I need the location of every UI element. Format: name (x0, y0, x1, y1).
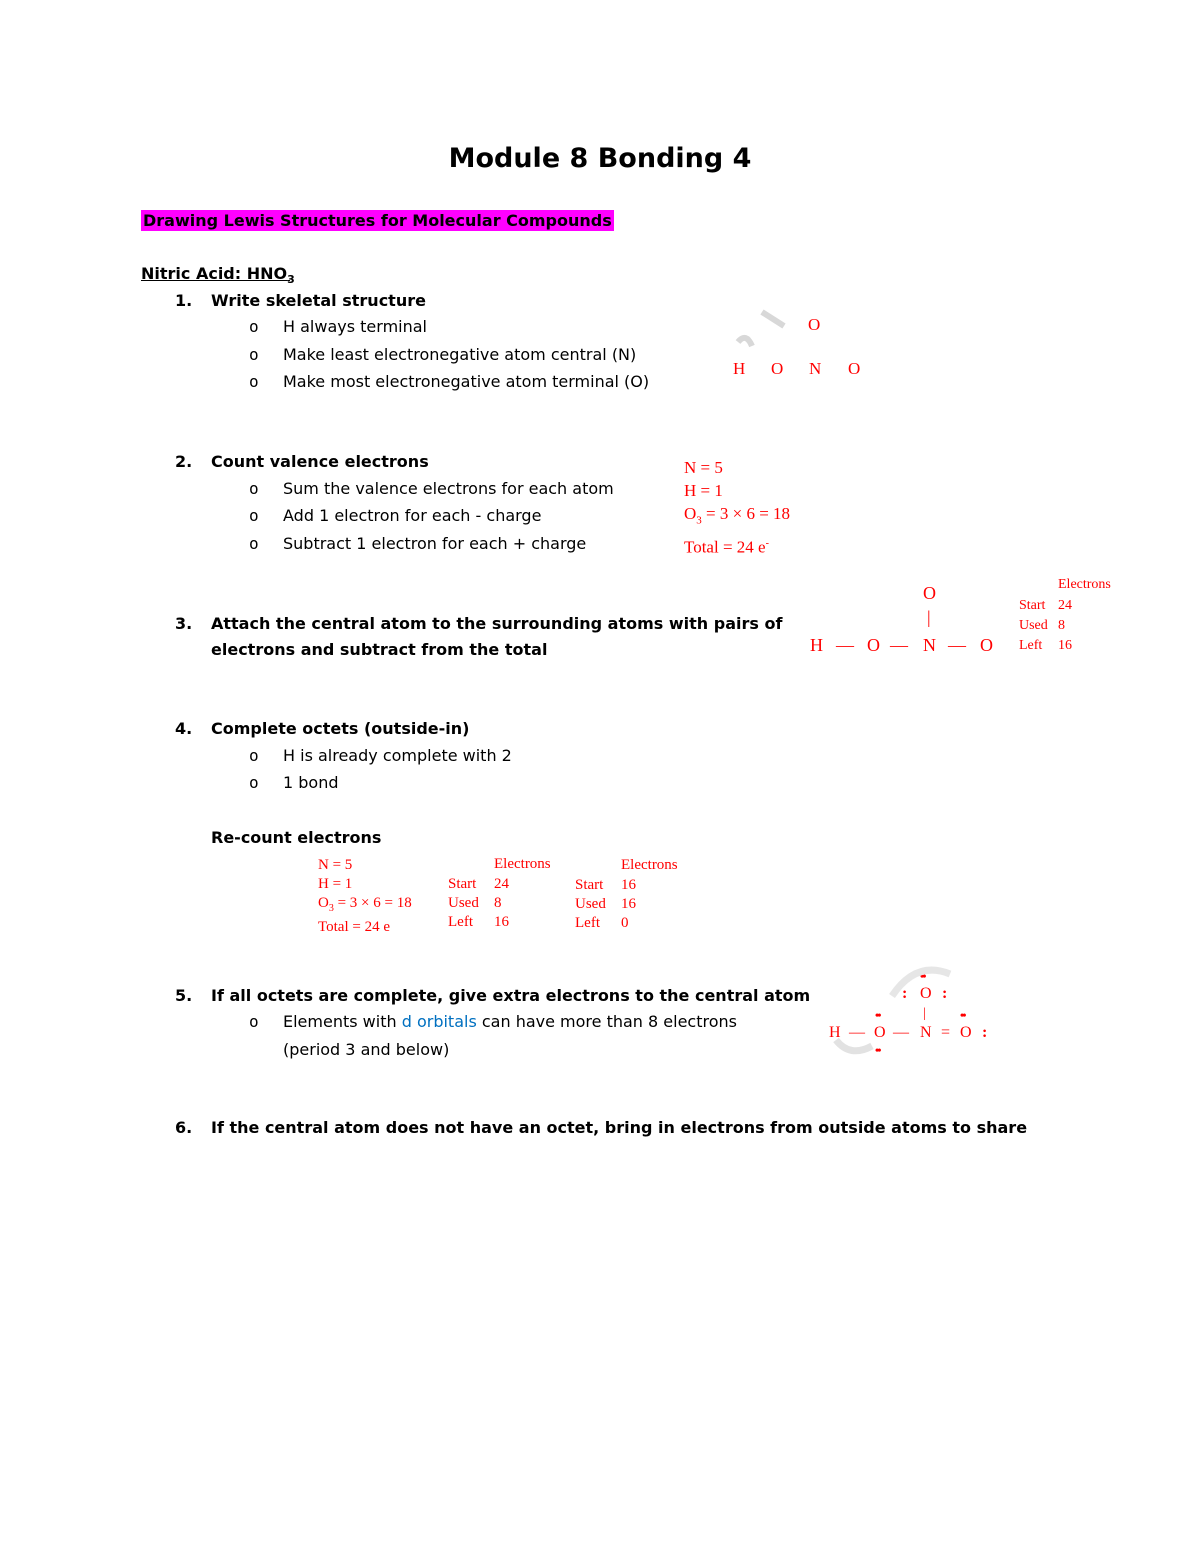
lone-pair: : (982, 1024, 988, 1041)
tally-label: Left (575, 915, 600, 931)
tally3-header: Electrons (1058, 577, 1111, 592)
tally-label: Left (448, 914, 473, 930)
tally-label: Used (575, 896, 606, 912)
watermark-stroke (738, 338, 752, 346)
count-o3-value: = 3 × 6 = 18 (701, 504, 791, 523)
bonded-dash-1: — (836, 635, 854, 655)
step-number: 1. (175, 291, 193, 310)
watermark-stroke (762, 312, 784, 326)
final-n: N (920, 1024, 932, 1041)
bonded-n: N (923, 635, 936, 655)
step-number: 5. (175, 986, 193, 1005)
recount-total: Total = 24 e (318, 919, 390, 935)
count-h: H = 1 (684, 481, 723, 500)
tally-label: Used (448, 895, 479, 911)
lone-pair: •• (875, 1043, 880, 1057)
step-text: Count valence electrons (211, 452, 429, 471)
bullet-marker: o (249, 345, 259, 364)
bonded-o1: O (867, 635, 880, 655)
recount-n: N = 5 (318, 857, 353, 873)
bullet-marker: o (249, 372, 259, 391)
tally-value: 24 (494, 876, 509, 892)
bullet-text-pre: Elements with (283, 1012, 402, 1031)
step-number: 3. (175, 614, 193, 633)
tally-value: 24 (1058, 598, 1072, 613)
bullet-text: Add 1 electron for each - charge (283, 506, 542, 525)
step-text-line2: electrons and subtract from the total (211, 640, 548, 659)
final-o2: O (960, 1024, 972, 1041)
count-total-text: Total = 24 e (684, 538, 766, 558)
step-text: Complete octets (outside-in) (211, 719, 470, 738)
bullet-marker: o (249, 746, 259, 765)
bullet-text: H is already complete with 2 (283, 746, 512, 765)
recount-label: Re-count electrons (211, 828, 382, 847)
final-double-bond: = (941, 1024, 951, 1041)
tally-value: 8 (1058, 618, 1065, 633)
step-text-line1: Attach the central atom to the surrounding atoms with pairs of (211, 614, 783, 633)
bullet-marker: o (249, 479, 259, 498)
bullet-marker: o (249, 317, 259, 336)
tally-label: Left (1019, 638, 1043, 653)
bullet-marker: o (249, 534, 259, 553)
bullet-text: Sum the valence electrons for each atom (283, 479, 614, 498)
watermark-stroke (836, 1040, 872, 1051)
tally-label: Used (1019, 618, 1048, 633)
skeleton-n: N (809, 359, 822, 378)
skeleton-o1: O (771, 359, 784, 378)
bonded-o2: O (980, 635, 993, 655)
tally-value: 16 (494, 914, 509, 930)
section-heading: Drawing Lewis Structures for Molecular Compounds (143, 211, 612, 230)
bullet-text-post: can have more than 8 electrons (476, 1012, 737, 1031)
tally-label: Start (448, 876, 477, 892)
bullet-text: Make least electronegative atom central (N) (283, 345, 637, 364)
bonded-vbar: | (927, 607, 931, 627)
bullet-highlight: d orbitals (401, 1012, 477, 1031)
subheading-text: Nitric Acid: HNO (141, 264, 288, 283)
bullet-continuation: (period 3 and below) (283, 1040, 450, 1059)
final-vbar: | (923, 1006, 926, 1021)
final-dash-1: — (849, 1024, 865, 1041)
final-o1: O (874, 1024, 886, 1041)
bullet-text: Subtract 1 electron for each + charge (283, 534, 587, 553)
lone-pair: : (902, 985, 908, 1002)
recount-o3-value: = 3 × 6 = 18 (333, 895, 412, 911)
bullet-marker: o (249, 773, 259, 792)
count-n: N = 5 (684, 458, 723, 477)
bullet-marker: o (249, 1012, 259, 1031)
page-title: Module 8 Bonding 4 (448, 143, 752, 174)
recount-h: H = 1 (318, 876, 353, 892)
step-number: 4. (175, 719, 193, 738)
skeleton-h: H (733, 359, 746, 378)
tally-a-header: Electrons (494, 856, 551, 872)
bonded-h: H (810, 635, 823, 655)
tally-label: Start (575, 877, 604, 893)
final-o-top: O (920, 985, 932, 1002)
lone-pair: •• (960, 1008, 965, 1022)
step-text: If all octets are complete, give extra electrons to the central atom (211, 986, 811, 1005)
bullet-text: Make most electronegative atom terminal (O) (283, 372, 650, 391)
step-text: Write skeletal structure (211, 291, 426, 310)
step-number: 2. (175, 452, 193, 471)
skeleton-o2: O (848, 359, 861, 378)
count-o3-symbol: O (684, 504, 697, 523)
step-number: 6. (175, 1118, 193, 1137)
subheading-subscript: 3 (287, 273, 295, 287)
bonded-o-top: O (923, 583, 936, 603)
tally-value: 16 (621, 896, 636, 912)
count-total-sup: - (765, 538, 769, 550)
recount-o3-sub: 3 (328, 903, 334, 914)
bonded-dash-3: — (948, 635, 966, 655)
skeleton-o-top: O (808, 315, 821, 334)
lone-pair: : (942, 985, 948, 1002)
step-text: If the central atom does not have an octet, bring in electrons from outside atoms to share (211, 1118, 1028, 1137)
recount-o3-symbol: O (318, 895, 329, 911)
final-dash-2: — (893, 1024, 909, 1041)
watermark-stroke (892, 970, 950, 996)
count-o3-sub: 3 (696, 514, 702, 527)
lone-pair: •• (875, 1008, 880, 1022)
bullet-text: H always terminal (283, 317, 427, 336)
tally-b-header: Electrons (621, 857, 678, 873)
final-h: H (829, 1024, 841, 1041)
lone-pair: •• (920, 969, 925, 983)
bonded-dash-2: — (890, 635, 908, 655)
tally-value: 8 (494, 895, 502, 911)
tally-label: Start (1019, 598, 1046, 613)
tally-value: 16 (1058, 638, 1072, 653)
tally-value: 0 (621, 915, 629, 931)
bullet-text: 1 bond (283, 773, 339, 792)
tally-value: 16 (621, 877, 636, 893)
bullet-marker: o (249, 506, 259, 525)
